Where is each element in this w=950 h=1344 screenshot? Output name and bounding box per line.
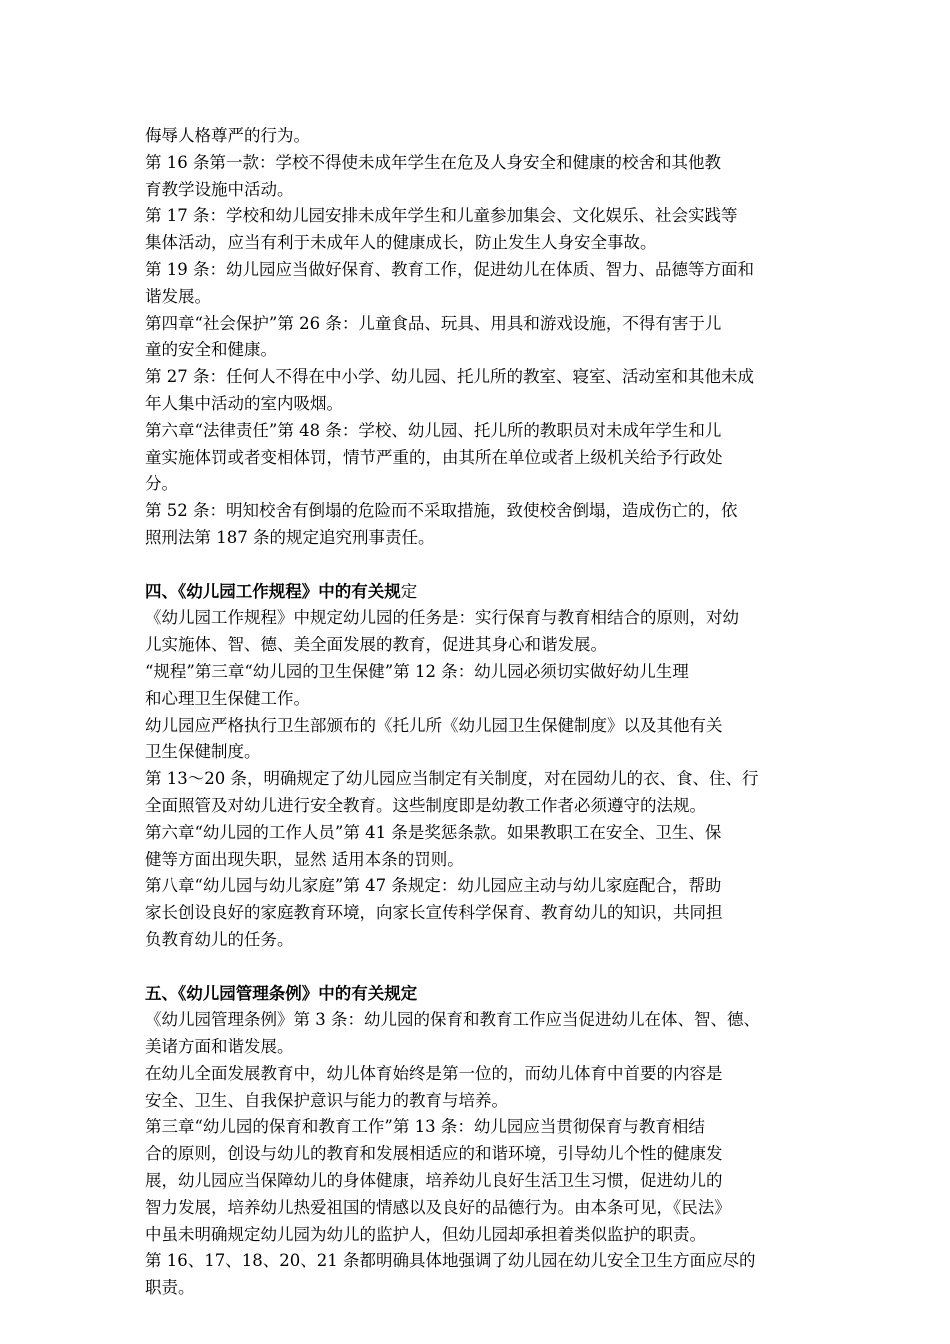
text-line: 儿实施体、智、德、美全面发展的教育，促进其身心和谐发展。 bbox=[145, 635, 607, 655]
document-page bbox=[145, 123, 823, 1302]
text-line: 第 16 条第一款：学校不得使未成年学生在危及人身安全和健康的校舍和其他教 bbox=[145, 152, 721, 172]
text-line: 第 52 条：明知校舍有倒塌的危险而不采取措施，致使校舍倒塌，造成伤亡的，依 bbox=[145, 501, 738, 521]
text-line: 幼儿园应严格执行卫生部颁布的《托儿所《幼儿园卫生保健制度》以及其他有关 bbox=[145, 715, 723, 735]
text-line: 侮辱人格尊严的行为。 bbox=[145, 126, 310, 145]
text-line: 安全、卫生、自我保护意识与能力的教育与培养。 bbox=[145, 1090, 508, 1110]
text-line: 全面照管及对幼儿进行安全教育。这些制度即是幼教工作者必须遵守的法规。 bbox=[145, 795, 706, 815]
text-line: 在幼儿全面发展教育中，幼儿体育始终是第一位的，而幼儿体育中首要的内容是 bbox=[145, 1063, 723, 1083]
text-line: 职责。 bbox=[145, 1278, 195, 1298]
section-4-heading bbox=[145, 579, 823, 606]
text-line: 谐发展。 bbox=[145, 286, 211, 306]
text-line: 分。 bbox=[145, 474, 178, 494]
section-gap bbox=[145, 552, 823, 579]
text-line: 和心理卫生保健工作。 bbox=[145, 688, 310, 708]
text-line: 第 27 条：任何人不得在中小学、幼儿园、托儿所的教室、寝室、活动室和其他未成 bbox=[145, 367, 754, 387]
text-line: 卫生保健制度。 bbox=[145, 742, 261, 762]
text-line: 健等方面出现失职，显然 适用本条的罚则。 bbox=[145, 849, 464, 869]
text-line: 合的原则，创设与幼儿的教育和发展相适应的和谐环境，引导幼儿个性的健康发 bbox=[145, 1144, 723, 1164]
text-line: 年人集中活动的室内吸烟。 bbox=[145, 393, 343, 413]
text-line: 第六章“幼儿园的工作人员”第 41 条是奖惩条款。如果教职工在安全、卫生、保 bbox=[145, 822, 722, 842]
text-line: 第三章“幼儿园的保育和教育工作”第 13 条：幼儿园应当贯彻保育与教育相结 bbox=[145, 1117, 705, 1137]
text-line: 童的安全和健康。 bbox=[145, 340, 277, 360]
text-line: 第 16、17、18、20、21 条都明确具体地强调了幼儿园在幼儿安全卫生方面应尽的 bbox=[145, 1251, 756, 1271]
section-4-heading-bold: 四、《幼儿园工作规程》中的有关规 bbox=[145, 581, 401, 601]
section-4-heading-tail: 定 bbox=[400, 581, 418, 601]
text-line: 第 17 条：学校和幼儿园安排未成年学生和儿童参加集会、文化娱乐、社会实践等 bbox=[145, 206, 738, 226]
text-line: 负教育幼儿的任务。 bbox=[145, 929, 294, 949]
text-line: 育教学设施中活动。 bbox=[145, 179, 294, 199]
text-line: 照刑法第 187 条的规定追究刑事责任。 bbox=[145, 527, 435, 547]
text-line: 家长创设良好的家庭教育环境，向家长宣传科学保育、教育幼儿的知识，共同担 bbox=[145, 903, 723, 923]
text-line: 中虽未明确规定幼儿园为幼儿的监护人，但幼儿园却承担着类似监护的职责。 bbox=[145, 1224, 706, 1244]
text-line: “规程”第三章“幼儿园的卫生保健”第 12 条：幼儿园必须切实做好幼儿生理 bbox=[145, 661, 689, 681]
section-continued bbox=[145, 123, 823, 552]
text-line: 第四章“社会保护”第 26 条：儿童食品、玩具、用具和游戏设施，不得有害于儿 bbox=[145, 313, 722, 333]
text-line: 展，幼儿园应当保障幼儿的身体健康，培养幼儿良好生活卫生习惯，促进幼儿的 bbox=[145, 1171, 723, 1191]
text-line: 智力发展，培养幼儿热爱祖国的情感以及良好的品德行为。由本条可见，《民法》 bbox=[145, 1197, 731, 1217]
section-5-body bbox=[145, 1007, 823, 1302]
section-gap bbox=[145, 954, 823, 981]
text-line: 美诸方面和谐发展。 bbox=[145, 1037, 294, 1057]
text-line: 第六章“法律责任”第 48 条：学校、幼儿园、托儿所的教职员对未成年学生和儿 bbox=[145, 420, 722, 440]
section-4-body bbox=[145, 605, 823, 953]
text-line: 集体活动，应当有利于未成年人的健康成长，防止发生人身安全事故。 bbox=[145, 233, 657, 253]
text-line: 第 13～20 条，明确规定了幼儿园应当制定有关制度，对在园幼儿的衣、食、住、行 bbox=[145, 769, 759, 789]
text-line: 第八章“幼儿园与幼儿家庭”第 47 条规定：幼儿园应主动与幼儿家庭配合，帮助 bbox=[145, 876, 722, 896]
section-5-heading: 五、《幼儿园管理条例》中的有关规定 bbox=[145, 983, 418, 1003]
text-line: 童实施体罚或者变相体罚，情节严重的，由其所在单位或者上级机关给予行政处 bbox=[145, 447, 723, 467]
text-line: 第 19 条：幼儿园应当做好保育、教育工作，促进幼儿在体质、智力、品德等方面和 bbox=[145, 259, 754, 279]
text-line: 《幼儿园工作规程》中规定幼儿园的任务是：实行保育与教育相结合的原则，对幼 bbox=[145, 608, 739, 628]
text-line: 《幼儿园管理条例》第 3 条：幼儿园的保育和教育工作应当促进幼儿在体、智、德、 bbox=[145, 1010, 760, 1030]
